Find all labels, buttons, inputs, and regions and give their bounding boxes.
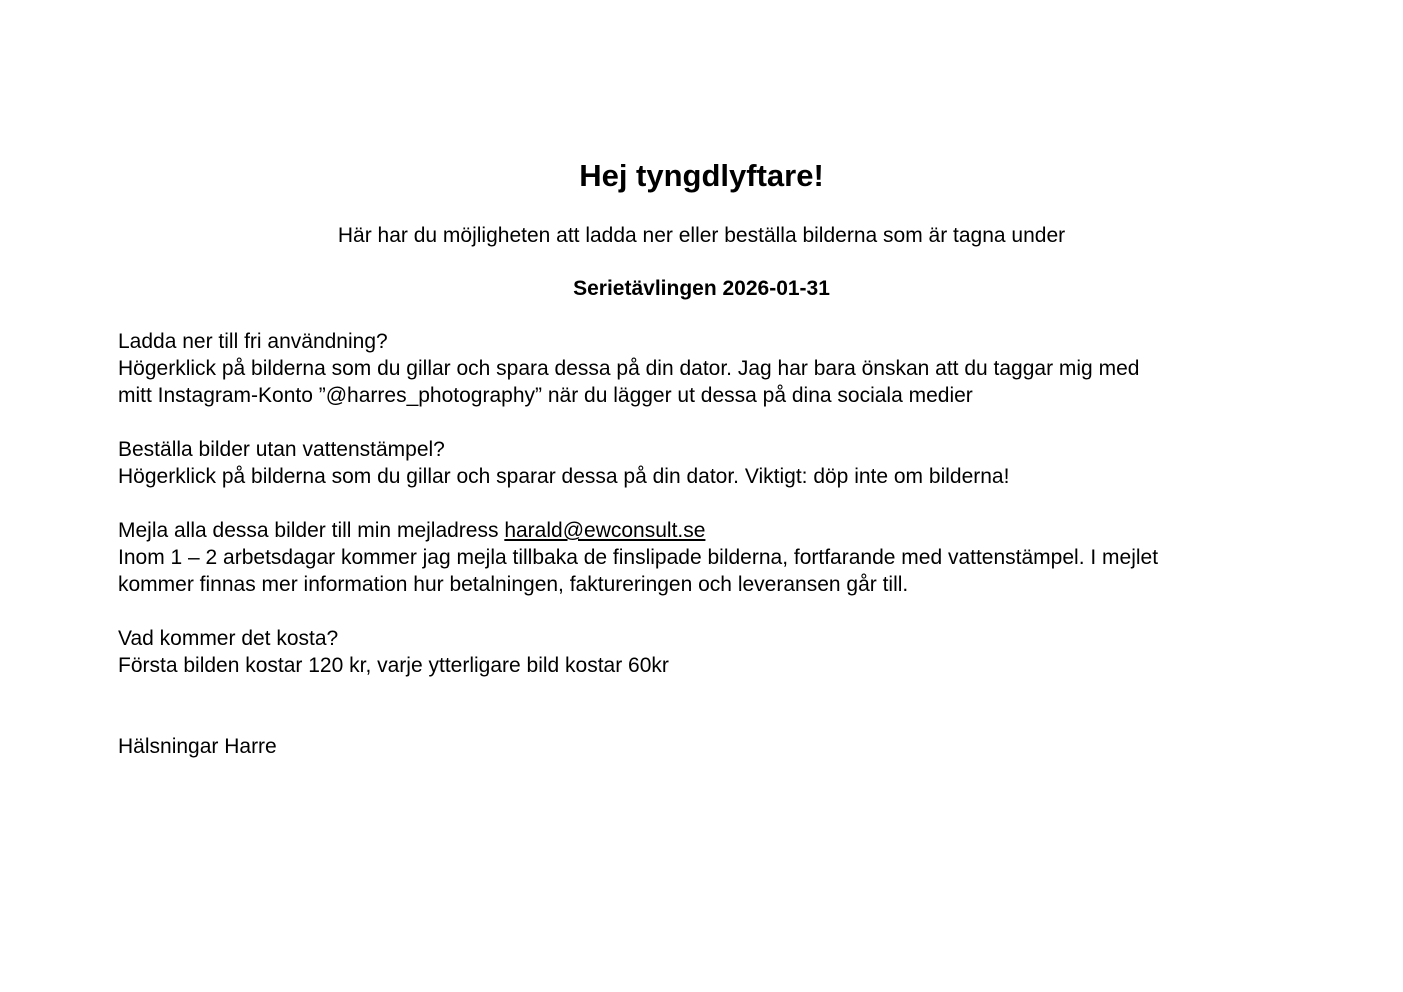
spacer xyxy=(118,598,1298,625)
mail-prefix: Mejla alla dessa bilder till min mejladress xyxy=(118,519,505,542)
intro-text: Här har du möjligheten att ladda ner eller beställa bilderna som är tagna under xyxy=(337,224,1066,247)
section-text: kommer finnas mer information hur betalningen, faktureringen och leveransen går till. xyxy=(118,573,909,596)
signoff: Hälsningar Harre xyxy=(118,735,277,758)
section-text: Första bilden kostar 120 kr, varje ytterligare bild kostar 60kr xyxy=(118,654,669,677)
section-heading: Beställa bilder utan vattenstämpel? xyxy=(118,438,445,461)
spacer xyxy=(118,679,1298,733)
page-title: Hej tyngdlyftare! xyxy=(579,158,824,193)
section-heading: Ladda ner till fri användning? xyxy=(118,330,388,353)
document-body xyxy=(118,328,1298,760)
section-order xyxy=(118,436,1298,490)
section-text: Högerklick på bilderna som du gillar och spara dessa på din dator. Jag har bara önskan att du taggar mig med xyxy=(118,357,1140,380)
section-text: Inom 1 – 2 arbetsdagar kommer jag mejla tillbaka de finslipade bilderna, fortfarande med vattenstämpel. I mejlet xyxy=(118,546,1159,569)
spacer xyxy=(118,409,1298,436)
section-text: Högerklick på bilderna som du gillar och sparar dessa på din dator. Viktigt: döp inte om bilderna! xyxy=(118,465,1010,488)
section-text: mitt Instagram-Konto ”@harres_photography” när du lägger ut dessa på dina sociala medier xyxy=(118,384,973,407)
section-price xyxy=(118,625,1298,679)
mail-line xyxy=(118,517,1298,544)
section-mail xyxy=(118,517,1298,598)
section-heading: Vad kommer det kosta? xyxy=(118,627,339,650)
event-name: Serietävlingen 2026-01-31 xyxy=(573,277,830,300)
section-free-download xyxy=(118,328,1298,409)
spacer xyxy=(118,490,1298,517)
email-link[interactable]: harald@ewconsult.se xyxy=(504,519,706,542)
